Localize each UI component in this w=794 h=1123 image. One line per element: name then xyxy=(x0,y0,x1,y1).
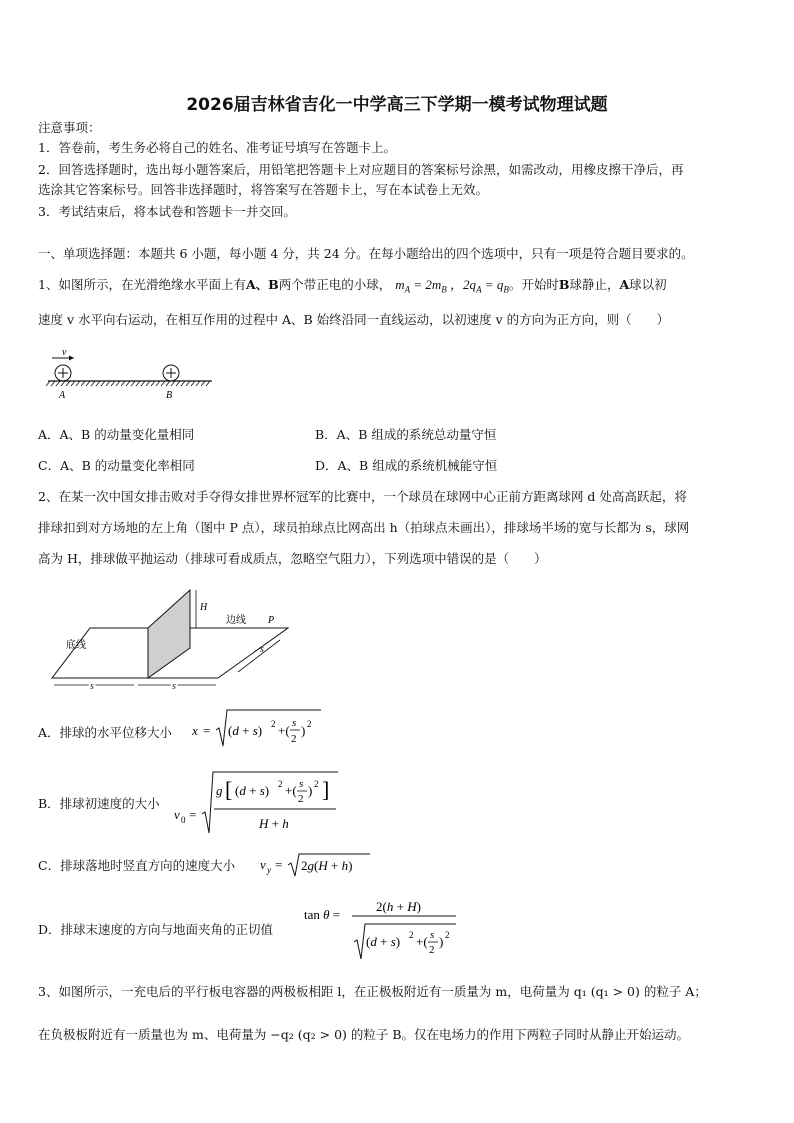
q2-option-d-formula xyxy=(302,894,462,964)
hatch-line xyxy=(86,381,90,386)
q2-option-b-formula xyxy=(172,770,342,836)
q2-figure xyxy=(50,586,300,692)
svg-text:tan θ =: tan θ = xyxy=(304,907,341,922)
width-label: s xyxy=(260,644,264,655)
svg-text:(d + s): (d + s) xyxy=(235,783,270,798)
svg-text:=: = xyxy=(275,857,283,872)
hatch-line xyxy=(191,381,195,386)
hatch-line xyxy=(81,381,85,386)
q1-formula: $m_A = 2m_B$ ，$2q_A = q_B$ xyxy=(395,277,509,295)
ball-b-label: B xyxy=(166,390,173,401)
q2-option-c-formula xyxy=(258,850,373,880)
svg-text:H + h: H + h xyxy=(259,816,289,831)
svg-text:2(h + H): 2(h + H) xyxy=(376,899,421,914)
svg-text:): ) xyxy=(439,934,444,949)
hatch-line xyxy=(126,381,130,386)
q1-text: A xyxy=(619,277,630,292)
hatch-line xyxy=(161,381,165,386)
notice-item: 2．回答选择题时，选出每小题答案后，用铅笔把答题卡上对应题目的答案标号涂黑，如需改动，用橡皮擦干净后，再 xyxy=(38,162,684,177)
hatch-line xyxy=(96,381,100,386)
svg-text:]: ] xyxy=(322,777,330,802)
q2-line3: 高为 H，排球做平抛运动（排球可看成质点，忽略空气阻力），下列选项中错误的是（ ） xyxy=(38,551,547,566)
hatch-line xyxy=(171,381,175,386)
svg-text:s: s xyxy=(292,717,297,729)
svg-text:s: s xyxy=(430,929,435,941)
q1-text: B xyxy=(558,277,570,292)
q1-text: 球以初 xyxy=(629,277,667,292)
hatch-line xyxy=(51,381,55,386)
net-height-label: H xyxy=(200,602,208,613)
point-p-label: P xyxy=(268,615,275,626)
dimension-line xyxy=(238,640,280,672)
svg-text:2: 2 xyxy=(278,779,283,789)
q1-option-c: C．A、B 的动量变化率相同 xyxy=(38,458,195,473)
q3-line2: 在负极板附近有一质量也为 m、电荷量为 −q₂ (q₂ > 0) 的粒子 B。仅在电场力的作用下两粒子同时从静止开始运动。 xyxy=(38,1027,690,1042)
svg-text:2: 2 xyxy=(314,779,319,789)
hatch-line xyxy=(56,381,60,386)
hatch-line xyxy=(181,381,185,386)
svg-text:v: v xyxy=(260,857,266,872)
svg-text:s: s xyxy=(299,778,304,790)
svg-text:+(: +( xyxy=(285,783,297,798)
q1-text: 两个带正电的小球， xyxy=(278,277,392,292)
net xyxy=(148,590,190,678)
hatch-line xyxy=(76,381,80,386)
svg-text:0: 0 xyxy=(181,815,186,825)
q1-option-a: A．A、B 的动量变化量相同 xyxy=(38,427,195,442)
hatch-line xyxy=(121,381,125,386)
hatch-line xyxy=(91,381,95,386)
hatch-line xyxy=(111,381,115,386)
svg-text:): ) xyxy=(308,783,313,798)
svg-text:): ) xyxy=(301,723,306,738)
q1-option-d: D．A、B 组成的系统机械能守恒 xyxy=(315,458,498,473)
svg-text:g: g xyxy=(216,783,223,798)
notice-item: 3．考试结束后，将本试卷和答题卡一并交回。 xyxy=(38,204,296,219)
ball-a-label: A xyxy=(59,390,66,401)
notice-item: 选涂其它答案标号。回答非选择题时，将答案写在答题卡上，写在本试卷上无效。 xyxy=(38,182,489,197)
svg-text:2: 2 xyxy=(445,930,450,940)
svg-text:v: v xyxy=(174,807,180,822)
page-title: 2026届吉林省吉化一中学高三下学期一模考试物理试题 xyxy=(186,95,608,115)
q2-option-b: B．排球初速度的大小 xyxy=(38,796,160,811)
hatch-line xyxy=(176,381,180,386)
hatch-line xyxy=(71,381,75,386)
hatch-line xyxy=(106,381,110,386)
svg-text:(d + s): (d + s) xyxy=(366,934,401,949)
svg-text:(d + s): (d + s) xyxy=(228,723,263,738)
q2-option-a-formula xyxy=(190,706,325,752)
q2-line1: 2、在某一次中国女排击败对手夺得女排世界杯冠军的比赛中，一个球员在球网中心正前方距离球网 d 处高高跃起，将 xyxy=(38,489,687,504)
notice-item: 1．答卷前，考生务必将自己的姓名、准考证号填写在答题卡上。 xyxy=(38,140,396,155)
length-label: s xyxy=(172,681,176,692)
hatch-line xyxy=(156,381,160,386)
q1-text: A、B xyxy=(245,277,279,292)
q1-line2: 速度 v 水平向右运动，在相互作用的过程中 A、B 始终沿同一直线运动，以初速度 v 的方向为正方向，则（ ） xyxy=(38,312,670,327)
svg-text:2: 2 xyxy=(271,719,276,729)
section-heading: 一、单项选择题：本题共 6 小题，每小题 4 分，共 24 分。在每小题给出的四个选项中，只有一项是符合题目要求的。 xyxy=(38,246,694,261)
svg-text:y: y xyxy=(267,865,271,875)
q2-option-c: C．排球落地时竖直方向的速度大小 xyxy=(38,858,236,873)
q1-option-b: B．A、B 组成的系统总动量守恒 xyxy=(315,427,497,442)
hatch-line xyxy=(131,381,135,386)
q2-line2: 排球扣到对方场地的左上角（图中 P 点），球员拍球点比网高出 h（拍球点未画出），排球场半场的宽与长都为 s，球网 xyxy=(38,520,690,535)
q1-line1 xyxy=(38,277,667,298)
hatch-line xyxy=(186,381,190,386)
hatch-line xyxy=(196,381,200,386)
ground-hatching xyxy=(46,381,210,386)
svg-text:+(: +( xyxy=(278,723,290,738)
svg-text:[: [ xyxy=(225,777,233,802)
svg-text:+(: +( xyxy=(416,934,428,949)
q1-text: 。开始时 xyxy=(508,277,559,292)
hatch-line xyxy=(151,381,155,386)
svg-text:2g(H + h): 2g(H + h) xyxy=(301,858,353,873)
q2-option-a: A．排球的水平位移大小 xyxy=(38,725,173,740)
notice-heading: 注意事项： xyxy=(38,120,101,135)
q2-option-d: D．排球末速度的方向与地面夹角的正切值 xyxy=(38,922,274,937)
svg-text:2: 2 xyxy=(298,793,304,805)
hatch-line xyxy=(46,381,50,386)
q1-text: 球静止， xyxy=(569,277,620,292)
hatch-line xyxy=(146,381,150,386)
hatch-line xyxy=(206,381,210,386)
svg-text:x: x xyxy=(192,723,198,738)
hatch-line xyxy=(116,381,120,386)
hatch-line xyxy=(201,381,205,386)
hatch-line xyxy=(61,381,65,386)
hatch-line xyxy=(136,381,140,386)
hatch-line xyxy=(166,381,170,386)
svg-text:=: = xyxy=(203,723,211,738)
length-label: s xyxy=(90,681,94,692)
hatch-line xyxy=(101,381,105,386)
svg-text:2: 2 xyxy=(307,719,312,729)
svg-text:=: = xyxy=(189,807,197,822)
hatch-line xyxy=(141,381,145,386)
svg-text:2: 2 xyxy=(409,930,414,940)
q1-text: 1、如图所示，在光滑绝缘水平面上有 xyxy=(38,277,246,292)
baseline-label: 底线 xyxy=(66,640,86,651)
svg-text:2: 2 xyxy=(429,944,435,956)
hatch-line xyxy=(66,381,70,386)
q3-line1: 3、如图所示，一充电后的平行板电容器的两极板相距 l，在正极板附近有一质量为 m，电荷量为 q₁ (q₁ > 0) 的粒子 A； xyxy=(38,984,707,999)
velocity-arrowhead xyxy=(69,356,74,361)
svg-text:2: 2 xyxy=(291,733,297,745)
q1-figure xyxy=(44,344,216,404)
sideline-label: 边线 xyxy=(226,615,246,626)
velocity-label: v xyxy=(62,347,67,358)
